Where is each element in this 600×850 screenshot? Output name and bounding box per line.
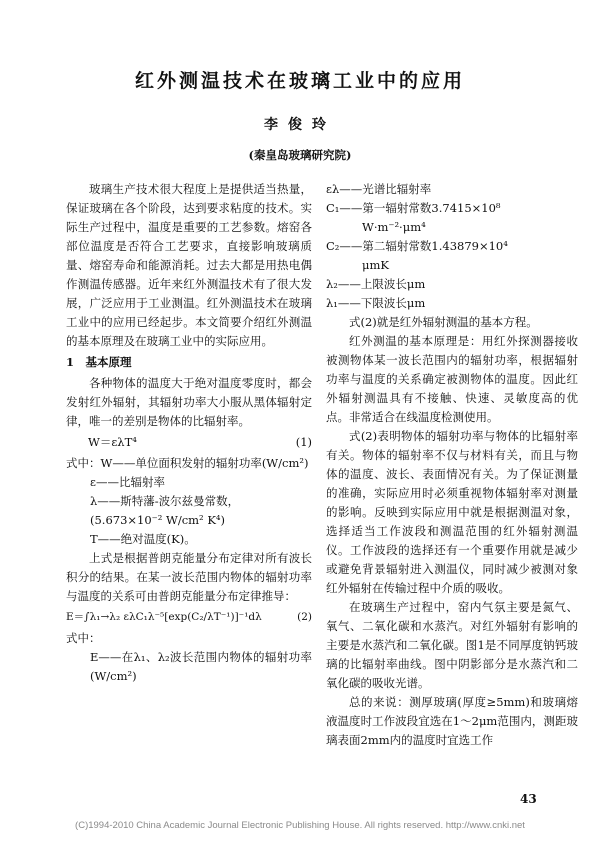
def-lambda-value: (5.673×10⁻² W/cm² K⁴) xyxy=(90,513,226,527)
intro-paragraph: 玻璃生产技术很大程度上是提供适当热量，保证玻璃在各个阶段，达到要求粘度的技术。实际生产过程中，温度是重要的工艺参数。熔窑各部位温度是否符合工艺要求，直接影响玻璃质量、熔窑寿命和能源消耗。过去大都是用热电偶作测温传感器。近年来红外测温技术有了很大发展，广泛应用于工业测温。红外测温技术在玻璃工业中的应用已经起步。本文简要介绍红外测温的基本原理及在玻璃工业中的实际应用。 xyxy=(66,182,312,348)
equation-2-number: (2) xyxy=(297,611,312,623)
def-lambda1: λ₁——下限波长μm xyxy=(326,296,426,310)
author: 李俊玲 xyxy=(264,117,336,133)
equation-1-body: W＝ελT⁴ xyxy=(88,435,137,449)
def-eps-lambda: ελ——光谱比辐射率 xyxy=(326,182,432,196)
def-lambda: λ——斯特藩-波尔兹曼常数， xyxy=(90,494,240,508)
page-title: 红外测温技术在玻璃工业中的应用 xyxy=(134,70,465,92)
affiliation: (秦皇岛玻璃研究院) xyxy=(248,148,352,162)
def-c1-unit: W·m⁻²·μm⁴ xyxy=(362,220,426,234)
right-column xyxy=(326,180,578,750)
equation-1-number: (1) xyxy=(295,435,312,449)
production-paragraph: 在玻璃生产过程中，窑内气氛主要是氮气、氧气、二氧化碳和水蒸汽。对红外辐射有影响的主要是水蒸汽和二氧化碳。图1是不同厚度钠钙玻璃的比辐射率曲线。图中阴影部分是水蒸汽和二氧化碳的吸收光谱。 xyxy=(326,600,578,690)
page-number: 43 xyxy=(520,792,537,806)
def-epsilon: ε——比辐射率 xyxy=(90,475,165,489)
equation-2 xyxy=(66,608,312,627)
emissivity-paragraph: 式(2)表明物体的辐射功率与物体的比辐射率有关。物体的辐射率不仅与材料有关，而且与物体的温度、波长、表面情况有关。为了保证测量的准确，实际应用时必须重视物体辐射率对测量的影响。反映到实际应用中就是根据测温对象，选择适当工作波段和测温范围的红外辐射测温仪。工作波段的选择还有一个重要作用就是减少或避免背景辐射进入测温仪，同时减少被测对象红外辐射在传输过程中介质的吸收。 xyxy=(326,429,578,595)
copyright-footer: (C)1994-2010 China Academic Journal Electronic Publishing House. All rights reserved. http://www.cnki.net xyxy=(75,820,525,831)
left-column xyxy=(66,180,312,686)
equation-2-body: E＝∫λ₁→λ₂ ελC₁λ⁻⁵[exp(C₂/λT⁻¹)]⁻¹dλ xyxy=(66,611,262,623)
def-lambda2: λ₂——上限波长μm xyxy=(326,277,426,291)
def-c2: C₂——第二辐射常数1.43879×10⁴ xyxy=(326,239,508,253)
basic-equation-paragraph: 式(2)就是红外辐射测温的基本方程。 xyxy=(349,315,538,329)
principle-paragraph: 各种物体的温度大于绝对温度零度时，都会发射红外辐射，其辐射功率大小服从黑体辐射定律，唯一的差别是物体的比辐射率。 xyxy=(66,376,312,428)
measurement-principle-paragraph: 红外测温的基本原理是：用红外探测器接收被测物体某一波长范围内的辐射功率，根据辐射功率与温度的关系确定被测物体的温度。因此红外辐射测温具有不接触、快速、灵敏度高的优点。非常适合在线温度检测使用。 xyxy=(326,334,578,424)
def-e: E——在λ₁、λ₂波长范围内物体的辐射功率(W/cm²) xyxy=(90,650,312,683)
section-heading: 1 基本原理 xyxy=(66,355,132,369)
where-2: 式中： xyxy=(66,631,101,645)
where-w: 式中：W——单位面积发射的辐射功率(W/cm²) xyxy=(66,456,309,470)
def-c2-unit: μmK xyxy=(362,258,389,272)
def-c1: C₁——第一辐射常数3.7415×10⁸ xyxy=(326,201,501,215)
equation-1 xyxy=(66,433,312,452)
def-t: T——绝对温度(K)。 xyxy=(90,532,196,546)
planck-paragraph: 上式是根据普朗克能量分布定律对所有波长积分的结果。在某一波长范围内物体的辐射功率与温度的关系可由普朗克能量分布定律推导： xyxy=(66,551,312,603)
summary-paragraph: 总的来说：测厚玻璃(厚度≥5mm)和玻璃熔液温度时工作波段宜选在1～2μm范围内，测距玻璃表面2mm内的温度时宜选工作 xyxy=(326,695,578,747)
